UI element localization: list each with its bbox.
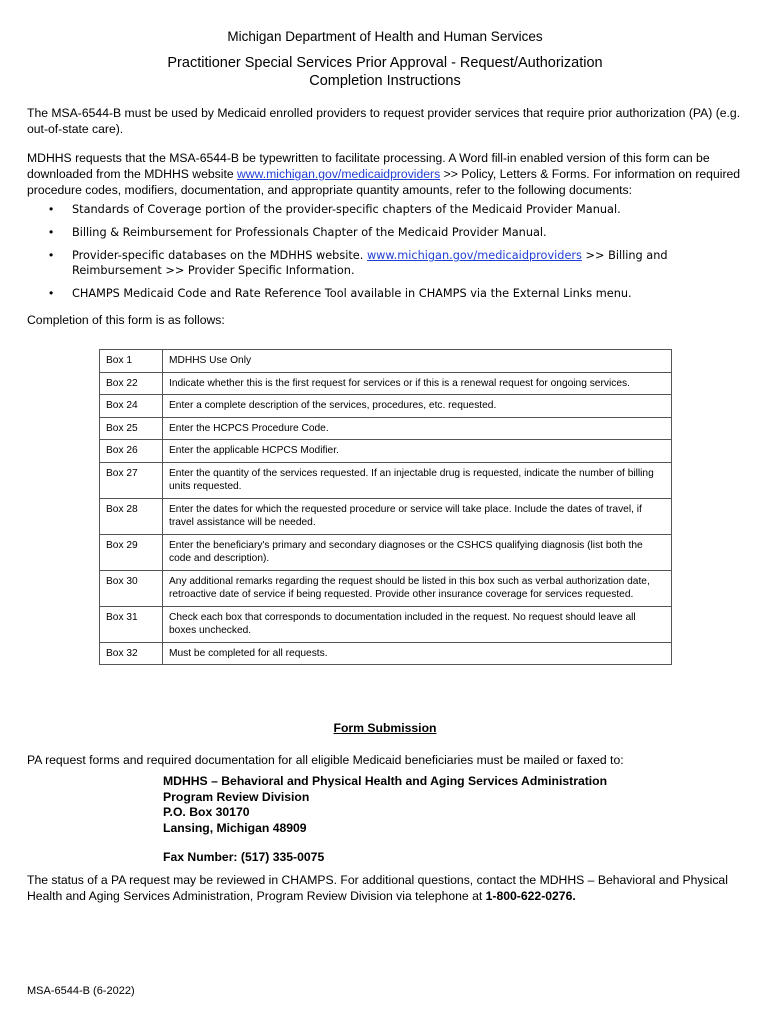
box-description-cell: MDHHS Use Only (163, 350, 672, 373)
medicaid-providers-link[interactable]: www.michigan.gov/medicaidproviders (237, 167, 441, 181)
intro-paragraph-1: The MSA-6544-B must be used by Medicaid enrolled providers to request provider services that require prior authorization (PA) (e.g. out-of-state care). (27, 106, 741, 136)
box-instructions-table (99, 349, 672, 665)
bullet-text: Standards of Coverage portion of the provider-specific chapters of the Medicaid Provider Manual. (72, 203, 621, 216)
address-line-4: Lansing, Michigan 48909 (163, 820, 307, 835)
box-description-cell: Enter a complete description of the services, procedures, etc. requested. (163, 395, 672, 418)
list-item (27, 286, 747, 301)
bullet-text (72, 249, 668, 277)
phone-number: 1-800-622-0276. (485, 889, 576, 903)
table-row (100, 372, 672, 395)
mailing-address (163, 774, 607, 836)
table-row (100, 350, 672, 373)
reference-documents-list (27, 202, 747, 309)
form-id-footer: MSA-6544-B (6-2022) (27, 985, 135, 997)
bullet-text: CHAMPS Medicaid Code and Rate Reference Tool available in CHAMPS via the External Links menu. (72, 287, 632, 300)
document-title (0, 54, 770, 90)
box-number-cell: Box 1 (100, 350, 163, 373)
title-line-2: Completion Instructions (309, 73, 461, 89)
table-row (100, 642, 672, 665)
bullet-icon: • (49, 248, 54, 262)
box-description-cell: Enter the applicable HCPCS Modifier. (163, 440, 672, 463)
agency-name: Michigan Department of Health and Human Services (227, 29, 543, 44)
box-description-cell: Enter the HCPCS Procedure Code. (163, 417, 672, 440)
box-number-cell: Box 22 (100, 372, 163, 395)
box-description-cell: Check each box that corresponds to documentation included in the request. No request should leave all boxes unchecked. (163, 606, 672, 642)
box-description-cell: Indicate whether this is the first request for services or if this is a renewal request for ongoing services. (163, 372, 672, 395)
fax-number: Fax Number: (517) 335-0075 (163, 850, 325, 864)
status-text: The status of a PA request may be reviewed in CHAMPS. For additional questions, contact the MDHHS – Behavioral and Physical Health and Aging Services Administration, Program Review Division via telephone at (27, 873, 728, 903)
table-row (100, 462, 672, 498)
bullet-icon: • (49, 202, 54, 216)
table-row (100, 395, 672, 418)
submission-paragraph: PA request forms and required documentation for all eligible Medicaid beneficiaries must be mailed or faxed to: (27, 753, 624, 767)
completion-intro: Completion of this form is as follows: (27, 313, 225, 327)
bullet-3-text-b: >> Billing and Reimbursement >> Provider Specific Information. (72, 249, 668, 277)
box-number-cell: Box 28 (100, 498, 163, 534)
address-line-3: P.O. Box 30170 (163, 805, 250, 819)
list-item (27, 202, 747, 217)
table-row (100, 606, 672, 642)
table-row (100, 498, 672, 534)
status-paragraph (27, 872, 747, 904)
intro-p2-text-b: >> Policy, Letters & Forms. For information on required procedure codes, modifiers, documentation, and appropriate quantity amounts, refer to the following documents: (27, 167, 741, 197)
provider-databases-link[interactable]: www.michigan.gov/medicaidproviders (366, 249, 582, 262)
bullet-icon: • (49, 286, 54, 300)
box-number-cell: Box 29 (100, 534, 163, 570)
box-number-cell: Box 25 (100, 417, 163, 440)
table-row (100, 534, 672, 570)
box-number-cell: Box 27 (100, 462, 163, 498)
table-body (100, 350, 672, 665)
box-description-cell: Enter the dates for which the requested procedure or service will take place. Include the dates of travel, if travel assistance will be needed. (163, 498, 672, 534)
box-number-cell: Box 26 (100, 440, 163, 463)
intro-p2-text-a: MDHHS requests that the MSA-6544-B be typewritten to facilitate processing. A Word fill-in enabled version of this form can be downloaded from the MDHHS website (27, 151, 710, 181)
intro-paragraph-2 (27, 150, 747, 198)
box-number-cell: Box 31 (100, 606, 163, 642)
bullet-text: Billing & Reimbursement for Professionals Chapter of the Medicaid Provider Manual. (72, 226, 547, 239)
bullet-icon: • (49, 225, 54, 239)
box-number-cell: Box 30 (100, 570, 163, 606)
table-row (100, 570, 672, 606)
box-description-cell: Enter the quantity of the services requested. If an injectable drug is requested, indicate the number of billing units requested. (163, 462, 672, 498)
list-item (27, 248, 747, 278)
title-line-1: Practitioner Special Services Prior Approval - Request/Authorization (167, 55, 603, 71)
table-row (100, 417, 672, 440)
list-item (27, 225, 747, 240)
address-line-2: Program Review Division (163, 789, 310, 804)
form-submission-heading: Form Submission (333, 721, 437, 735)
bullet-3-text-a: Provider-specific databases on the MDHHS website. (72, 249, 367, 262)
box-number-cell: Box 32 (100, 642, 163, 665)
table-row (100, 440, 672, 463)
address-line-1: MDHHS – Behavioral and Physical Health and Aging Services Administration (163, 774, 608, 788)
box-number-cell: Box 24 (100, 395, 163, 418)
box-description-cell: Must be completed for all requests. (163, 642, 672, 665)
box-description-cell: Enter the beneficiary's primary and secondary diagnoses or the CSHCS qualifying diagnosis (list both the code and description). (163, 534, 672, 570)
box-description-cell: Any additional remarks regarding the request should be listed in this box such as verbal authorization date, retroactive date of service if being requested. Provide other insurance coverage for services requested. (163, 570, 672, 606)
